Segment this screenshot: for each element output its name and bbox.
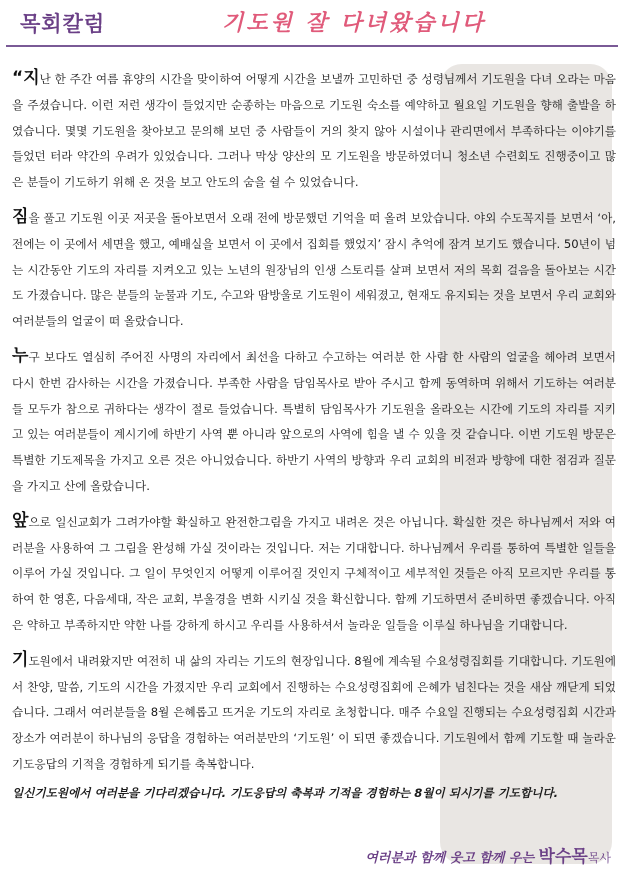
header-divider <box>6 45 618 47</box>
paragraph-1 <box>12 66 616 196</box>
open-quote-mark: “ <box>12 68 24 88</box>
article-body <box>12 66 616 803</box>
paragraph-initial: 짐 <box>12 206 29 227</box>
paragraph-3 <box>12 344 616 500</box>
page-header <box>0 0 625 52</box>
signature-prefix: 여러분과 함께 웃고 함께 우는 <box>365 851 539 866</box>
paragraph-2 <box>12 205 616 335</box>
paragraph-initial: 기 <box>12 649 29 670</box>
paragraph-5 <box>12 648 616 778</box>
author-name: 박수목 <box>538 847 588 867</box>
author-title: 목사 <box>587 851 611 865</box>
column-label: 목회칼럼 <box>20 12 106 36</box>
paragraph-text: 도원에서 내려왔지만 여전히 내 삶의 자리는 기도의 현장입니다. 8월에 계속될 수요성령집회를 기대합니다. 기도원에서 찬양, 말씀, 기도의 시간을 가졌지만 우리 교회에서 진행하는 수요성령집회에 은혜가 넘친다는 것을 새삼 깨닫게 되었습니다. 그래서 여러분들을 8월 은혜롭고 뜨거운 기도의 자리로 초청합니다. 매주 수요일 진행되는 수요성령집회 시간과 장소가 여러분이 하나님의 응답을 경험하는 여러분만의 ‘기도원’ 이 되면 좋겠습니다. 기도원에서 함께 기도할 때 놀라운 기도응답의 기적을 경험하게 되기를 축복합니다. <box>12 653 616 771</box>
paragraph-4 <box>12 509 616 639</box>
paragraph-initial: 누 <box>12 345 29 366</box>
paragraph-initial: 앞 <box>12 510 29 531</box>
paragraph-text: 난 한 주간 여름 휴양의 시간을 맞이하여 어떻게 시간을 보낼까 고민하던 중 성령님께서 기도원을 다녀 오라는 마음을 주셨습니다. 이런 저런 생각이 들었지만 순종하는 마음으로 기도원 숙소를 예약하고 월요일 기도원을 향해 출발을 하였습니다. 몇몇 기도원을 찾아보고 문의해 보던 중 사람들이 거의 찾지 않아 시설이나 관리면에서 부족하다는 이야기를 들었던 터라 약간의 우려가 있었습니다. 그러나 막상 양산의 모 기도원을 방문하였더니 청소년 수련회도 진행중이고 많은 분들이 기도하기 위해 온 것을 보고 안도의 숨을 쉴 수 있었습니다. <box>12 72 616 190</box>
author-signature <box>365 842 611 867</box>
paragraph-text: 을 풀고 기도원 이곳 저곳을 돌아보면서 오래 전에 방문했던 기억을 떠 올려 보았습니다. 야외 수도꼭지를 보면서 ‘아, 전에는 이 곳에서 세면을 했고, 예배실을 보면서 이 곳에서 집회를 했었지’ 잠시 추억에 잠겨 보기도 했습니다. 50년이 넘는 시간동안 기도의 자리를 지켜오고 있는 노년의 원장님의 인생 스토리를 살펴 보면서 저의 목회 걸음을 돌아보는 시간도 가졌습니다. 많은 분들의 눈물과 기도, 수고와 땀방울로 기도원이 세워졌고, 현재도 유지되는 것을 보면서 우리 교회와 여러분들의 얼굴이 떠 올랐습니다. <box>12 210 616 329</box>
paragraph-text: 으로 일신교회가 그려가야할 확실하고 완전한그림을 가지고 내려온 것은 아닙니다. 확실한 것은 하나님께서 저와 여러분을 사용하여 그 그림을 완성해 가실 것이라는 것입니다. 저는 기대합니다. 하나님께서 우리를 통하여 특별한 일들을 이루어 가실 것입니다. 그 일이 무엇인지 어떻게 이루어질 것인지 구체적이고 세부적인 것들은 아직 모르지만 우리를 통하여 한 영혼, 다음세대, 작은 교회, 부울경을 변화 시키실 것을 확신합니다. 함께 기도하면서 준비하면 좋겠습니다. 아직은 약하고 부족하지만 약한 나를 강하게 하시고 우리를 사용하셔서 놀라운 일들을 이루실 하나님을 기대합니다. <box>12 514 616 632</box>
article-title: 기도원 잘 다녀왔습니다 <box>222 11 486 36</box>
closing-line: 일신기도원에서 여러분을 기다리겠습니다. 기도응답의 축복과 기적을 경험하는 8월이 되시기를 기도합니다. <box>12 785 558 800</box>
paragraph-initial: 지 <box>23 68 40 88</box>
paragraph-text: 구 보다도 열심히 주어진 사명의 자리에서 최선을 다하고 수고하는 여러분 한 사람 한 사람의 얼굴을 헤아려 보면서 다시 한번 감사하는 시간을 가졌습니다. 부족한 사람을 담임목사로 받아 주시고 함께 동역하며 위해서 기도하는 여러분들 모두가 참으로 귀하다는 생각이 절로 들었습니다. 특별히 담임목사가 기도원을 올라오는 시간에 기도의 자리를 지키고 있는 여러분들이 계시기에 하반기 사역 뿐 아니라 앞으로의 사역에 힘을 낼 수 있을 것 같습니다. 이번 기도원 방문은 특별한 기도제목을 가지고 오른 것은 아니었습니다. 하반기 사역의 방향과 우리 교회의 비전과 방향에 대한 점검과 질문을 가지고 산에 올랐습니다. <box>12 349 616 493</box>
